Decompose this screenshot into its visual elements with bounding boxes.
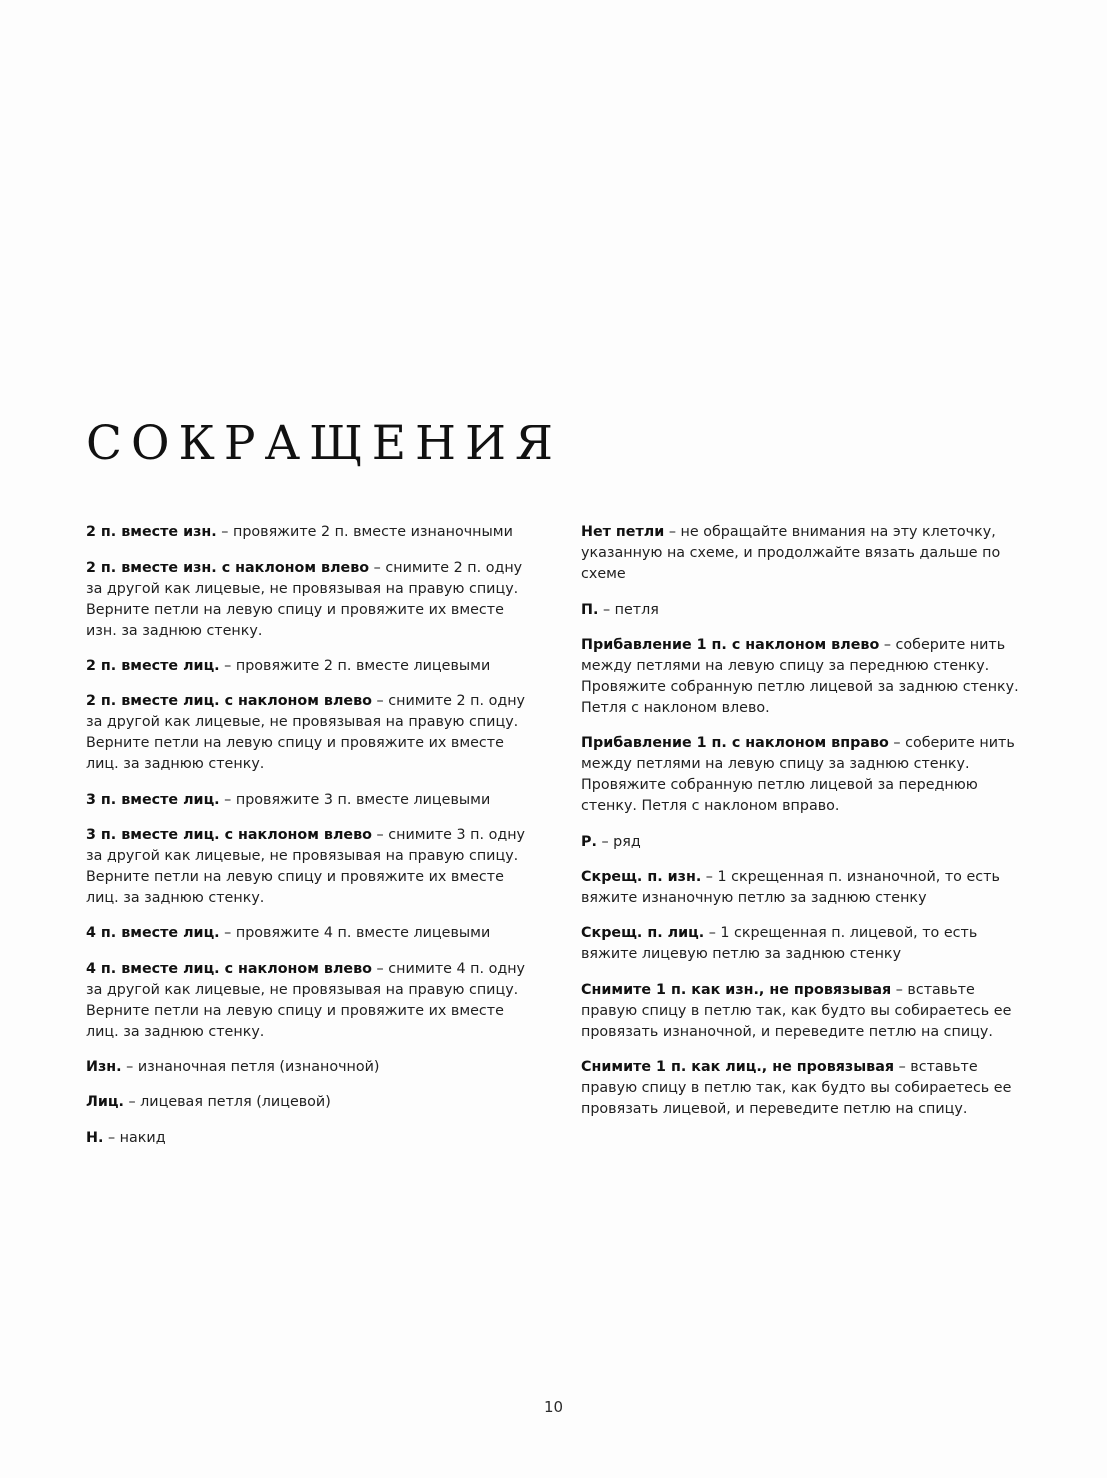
abbreviation-term: П. (581, 601, 599, 618)
abbreviation-entry (581, 733, 1030, 817)
abbreviation-separator: – (219, 791, 236, 808)
abbreviation-separator: – (891, 981, 908, 998)
abbreviation-term: 3 п. вместе лиц. (86, 791, 220, 808)
abbreviation-term: Нет петли (581, 524, 665, 541)
abbreviation-entry (86, 558, 535, 642)
abbreviation-definition: вставьте правую спицу в петлю так, как будто вы собираетесь ее провязать лицевой, и переведите петлю на спицу. (581, 1058, 1012, 1118)
abbreviation-term: 3 п. вместе лиц. с наклоном влево (86, 826, 372, 843)
abbreviation-entry (581, 980, 1030, 1043)
abbreviation-definition: соберите нить между петлями на левую спицу за переднюю стенку. Провяжите собранную петлю лицевой за заднюю стенку. Петля с наклоном влево. (581, 636, 1019, 716)
abbreviation-term: Снимите 1 п. как лиц., не провязывая (581, 1058, 895, 1075)
abbreviation-definition: снимите 2 п. одну за другой как лицевые, не провязывая на правую спицу. Верните петли на левую спицу и провяжите их вместе изн. за заднюю стенку. (86, 559, 523, 639)
abbreviation-separator: – (894, 1058, 911, 1075)
abbreviation-definition: изнаночная петля (изнаночной) (137, 1058, 380, 1075)
column-left (86, 508, 535, 1163)
abbreviation-term: Прибавление 1 п. с наклоном вправо (581, 735, 889, 752)
abbreviation-entry (581, 923, 1030, 965)
abbreviation-definition: соберите нить между петлями на левую спицу за заднюю стенку. Провяжите собранную петлю лицевой за переднюю стенку. Петля с наклоном вправо. (581, 735, 1015, 815)
abbreviation-term: 4 п. вместе лиц. с наклоном влево (86, 960, 372, 977)
abbreviations-columns (86, 508, 1030, 1163)
abbreviation-term: Скрещ. п. изн. (581, 868, 702, 885)
abbreviation-term: 4 п. вместе лиц. (86, 925, 220, 942)
abbreviation-separator: – (123, 1094, 141, 1111)
abbreviation-separator: – (596, 833, 614, 850)
column-right (581, 508, 1030, 1163)
abbreviation-separator: – (121, 1058, 138, 1075)
abbreviation-definition: снимите 4 п. одну за другой как лицевые, не провязывая на правую спицу. Верните петли на левую спицу и провяжите их вместе лиц. за заднюю стенку. (86, 960, 526, 1040)
abbreviation-separator: – (664, 524, 681, 541)
abbreviation-separator: – (372, 960, 389, 977)
abbreviation-term: 2 п. вместе изн. с наклоном влево (86, 559, 370, 576)
abbreviation-definition: не обращайте внимания на эту клеточку, указанную на схеме, и продолжайте вязать дальше по схеме (581, 524, 1001, 583)
abbreviation-term: Лиц. (86, 1094, 124, 1111)
abbreviation-separator: – (219, 657, 236, 674)
abbreviation-separator: – (888, 735, 906, 752)
abbreviation-term: 2 п. вместе изн. (86, 524, 217, 541)
abbreviation-definition: снимите 3 п. одну за другой как лицевые, не провязывая на правую спицу. Верните петли на левую спицу и провяжите их вместе лиц. за заднюю стенку. (86, 826, 526, 906)
abbreviation-term: Изн. (86, 1058, 122, 1075)
abbreviation-entry (581, 635, 1030, 719)
abbreviation-term: Прибавление 1 п. с наклоном влево (581, 636, 880, 653)
abbreviation-entry (86, 691, 535, 775)
abbreviation-definition: вставьте правую спицу в петлю так, как будто вы собираетесь ее провязать изнаночной, и переведите петлю на спицу. (581, 981, 1012, 1040)
abbreviation-term: Р. (581, 833, 597, 850)
abbreviation-entry (581, 1057, 1030, 1120)
abbreviation-definition: накид (119, 1129, 166, 1146)
abbreviation-definition: снимите 2 п. одну за другой как лицевые, не провязывая на правую спицу. Верните петли на левую спицу и провяжите их вместе лиц. за заднюю стенку. (86, 693, 526, 773)
abbreviation-term: 2 п. вместе лиц. с наклоном влево (86, 693, 372, 710)
abbreviation-separator: – (372, 826, 389, 843)
abbreviation-entry (581, 522, 1030, 585)
abbreviation-term: Снимите 1 п. как изн., не провязывая (581, 981, 892, 998)
abbreviation-term: Н. (86, 1129, 104, 1146)
abbreviation-definition: 1 скрещенная п. изнаночной, то есть вяжите изнаночную петлю за заднюю стенку (581, 868, 1000, 906)
abbreviation-separator: – (704, 925, 721, 942)
abbreviation-definition: 1 скрещенная п. лицевой, то есть вяжите лицевую петлю за заднюю стенку (581, 925, 978, 963)
abbreviation-entry (581, 867, 1030, 909)
abbreviation-entry (581, 600, 1030, 621)
abbreviation-separator: – (372, 693, 389, 710)
abbreviation-separator: – (598, 601, 615, 618)
abbreviation-definition: провяжите 3 п. вместе лицевыми (235, 791, 491, 808)
abbreviation-entry (86, 825, 535, 909)
abbreviation-definition: провяжите 2 п. вместе изнаночными (232, 524, 513, 541)
abbreviation-entry (86, 790, 535, 811)
abbreviation-entry (86, 923, 535, 944)
abbreviation-separator: – (216, 524, 233, 541)
abbreviation-definition: ряд (613, 833, 641, 850)
abbreviation-entry (86, 656, 535, 677)
abbreviation-entry (86, 1057, 535, 1078)
page-number: 10 (543, 1398, 564, 1416)
abbreviation-entry (86, 959, 535, 1043)
abbreviation-definition: лицевая петля (лицевой) (140, 1094, 331, 1111)
abbreviation-separator: – (701, 868, 718, 885)
abbreviation-definition: петля (614, 601, 659, 618)
abbreviation-separator: – (219, 925, 236, 942)
page-title: СОКРАЩЕНИЯ (86, 416, 562, 472)
abbreviation-separator: – (879, 636, 896, 653)
abbreviation-entry (86, 1092, 535, 1113)
abbreviation-definition: провяжите 2 п. вместе лицевыми (235, 657, 491, 674)
abbreviation-separator: – (103, 1129, 120, 1146)
abbreviation-term: Скрещ. п. лиц. (581, 925, 705, 942)
abbreviation-entry (86, 1128, 535, 1149)
abbreviation-entry (86, 522, 535, 543)
abbreviation-entry (581, 832, 1030, 853)
abbreviation-separator: – (369, 559, 386, 576)
abbreviation-term: 2 п. вместе лиц. (86, 657, 220, 674)
abbreviation-definition: провяжите 4 п. вместе лицевыми (235, 925, 491, 942)
